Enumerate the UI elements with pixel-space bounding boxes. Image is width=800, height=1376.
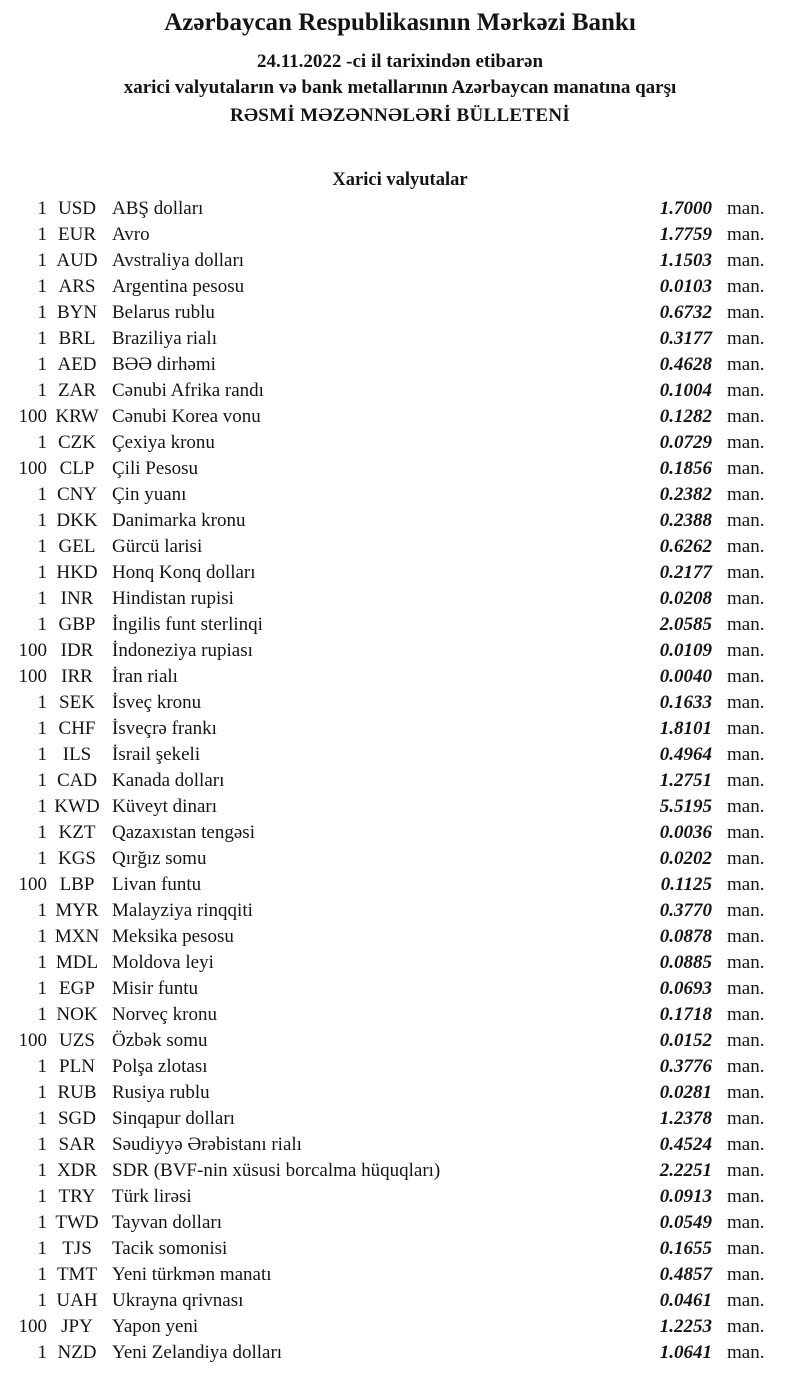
rate-quantity: 1 [37,848,47,869]
rate-unit: man. [727,562,765,583]
currency-name: ABŞ dolları [112,198,204,219]
rate-unit: man. [727,484,765,505]
effective-date-line: 24.11.2022 -ci il tarixindən etibarən [256,51,544,72]
rate-quantity: 1 [37,588,47,609]
rate-value: 0.4524 [659,1134,712,1155]
rate-value: 0.0040 [659,666,712,687]
rate-quantity: 1 [37,1186,47,1207]
currency-name: Belarus rublu [112,302,215,323]
rate-value: 0.3770 [659,900,712,921]
currency-name: Tacik somonisi [112,1238,228,1259]
rate-value: 2.2251 [659,1160,712,1181]
rate-unit: man. [727,640,765,661]
rate-unit: man. [727,900,765,921]
currency-code: HKD [56,562,98,583]
rate-value: 0.1856 [659,458,712,479]
rate-row [0,456,800,482]
rate-quantity: 100 [18,666,47,687]
currency-name: İran rialı [112,666,178,687]
rate-quantity: 1 [37,1160,47,1181]
rate-quantity: 1 [37,900,47,921]
currency-name: Ukrayna qrivnası [112,1290,244,1311]
currency-code: TJS [62,1238,92,1259]
rate-row [0,404,800,430]
rate-unit: man. [727,380,765,401]
rate-quantity: 1 [37,250,47,271]
currency-code: ILS [62,744,92,765]
rate-value: 0.2382 [659,484,712,505]
currency-name: Avstraliya dolları [112,250,245,271]
rate-unit: man. [727,718,765,739]
currency-code: TRY [58,1186,96,1207]
rate-value: 1.7759 [659,224,712,245]
rate-unit: man. [727,978,765,999]
currency-code: INR [60,588,94,609]
currency-name: Küveyt dinarı [112,796,218,817]
rate-row [0,976,800,1002]
rate-row [0,248,800,274]
currency-code: CHF [58,718,96,739]
rate-row [0,1236,800,1262]
currency-code: EUR [58,224,96,245]
rate-quantity: 100 [18,640,47,661]
section-title-foreign-currencies: Xarici valyutalar [332,170,468,190]
rate-value: 0.0109 [659,640,712,661]
rate-value: 0.0152 [659,1030,712,1051]
rate-unit: man. [727,458,765,479]
rate-quantity: 1 [37,614,47,635]
currency-code: AUD [56,250,98,271]
currency-code: NOK [56,1004,98,1025]
rate-row [0,846,800,872]
currency-name: Səudiyyə Ərəbistanı rialı [112,1134,302,1155]
rate-unit: man. [727,1316,765,1337]
rate-quantity: 1 [37,328,47,349]
rate-row [0,898,800,924]
rate-unit: man. [727,822,765,843]
rate-row [0,950,800,976]
currency-code: GBP [58,614,96,635]
rate-row [0,924,800,950]
rate-row [0,794,800,820]
rate-value: 0.4857 [659,1264,712,1285]
rate-quantity: 1 [37,198,47,219]
rate-value: 0.0878 [659,926,712,947]
currency-code: IRR [61,666,93,687]
rate-value: 0.4964 [659,744,712,765]
rate-value: 0.1004 [659,380,712,401]
currency-name: Özbək somu [112,1030,208,1051]
rate-quantity: 100 [18,874,47,895]
rate-unit: man. [727,1108,765,1129]
rate-value: 0.2388 [659,510,712,531]
currency-name: İngilis funt sterlinqi [112,614,263,635]
currency-code: UZS [59,1030,95,1051]
currency-code: RUB [57,1082,97,1103]
rate-unit: man. [727,1264,765,1285]
rate-row [0,1080,800,1106]
currency-name: Malayziya rinqqiti [112,900,253,921]
rate-unit: man. [727,1056,765,1077]
rate-quantity: 1 [37,1238,47,1259]
rate-row [0,1184,800,1210]
currency-code: KWD [54,796,100,817]
rate-row [0,300,800,326]
rate-quantity: 1 [37,1264,47,1285]
currency-name: İsrail şekeli [112,744,201,765]
currency-code: CAD [56,770,98,791]
bank-name-title: Azərbaycan Respublikasının Mərkəzi Bankı [164,9,636,36]
rate-row [0,716,800,742]
rate-quantity: 100 [18,406,47,427]
rate-unit: man. [727,1238,765,1259]
currency-code: AED [57,354,97,375]
rate-unit: man. [727,848,765,869]
rate-unit: man. [727,796,765,817]
rate-row [0,664,800,690]
rate-unit: man. [727,354,765,375]
rate-row [0,768,800,794]
rate-row [0,1106,800,1132]
bulletin-header [0,0,800,130]
rate-value: 0.0103 [659,276,712,297]
currency-code: SAR [58,1134,96,1155]
currency-name: Qırğız somu [112,848,207,869]
rate-unit: man. [727,276,765,297]
rate-row [0,1288,800,1314]
rate-value: 0.0913 [659,1186,712,1207]
currency-code: BYN [56,302,98,323]
currency-name: İsveçrə frankı [112,718,217,739]
rate-row [0,586,800,612]
rate-row [0,638,800,664]
rate-row [0,560,800,586]
currency-name: Sinqapur dolları [112,1108,235,1129]
currency-name: Norveç kronu [112,1004,217,1025]
rate-row [0,378,800,404]
rate-value: 0.6732 [659,302,712,323]
rate-quantity: 1 [37,770,47,791]
currency-code: IDR [60,640,94,661]
rate-unit: man. [727,1004,765,1025]
rate-quantity: 1 [37,380,47,401]
rate-value: 1.1503 [659,250,712,271]
rate-unit: man. [727,692,765,713]
rate-row [0,352,800,378]
rate-unit: man. [727,302,765,323]
currency-code: EGP [59,978,95,999]
currency-code: CNY [56,484,98,505]
rate-value: 0.0202 [659,848,712,869]
currency-code: JPY [61,1316,93,1337]
rate-quantity: 1 [37,536,47,557]
rate-quantity: 1 [37,562,47,583]
rate-row [0,1158,800,1184]
rate-value: 2.0585 [659,614,712,635]
rate-unit: man. [727,1290,765,1311]
currency-name: İndoneziya rupiası [112,640,253,661]
currency-name: Polşa zlotası [112,1056,208,1077]
rate-quantity: 1 [37,744,47,765]
rates-table [0,196,800,1366]
currency-name: Yapon yeni [112,1316,199,1337]
rate-quantity: 1 [37,1134,47,1155]
rate-row [0,1262,800,1288]
rate-quantity: 1 [37,1342,47,1363]
rate-value: 0.2177 [659,562,712,583]
rate-value: 0.0693 [659,978,712,999]
currency-code: UAH [56,1290,98,1311]
rate-value: 0.1125 [660,874,712,895]
rate-unit: man. [727,328,765,349]
rate-row [0,690,800,716]
rate-quantity: 1 [37,978,47,999]
currency-code: BRL [58,328,96,349]
currency-name: Rusiya rublu [112,1082,210,1103]
rate-value: 0.1655 [659,1238,712,1259]
rate-value: 0.0885 [659,952,712,973]
rate-quantity: 1 [37,1082,47,1103]
rate-quantity: 1 [37,952,47,973]
currency-code: TMT [56,1264,98,1285]
rate-row [0,1054,800,1080]
rate-row [0,534,800,560]
currency-code: USD [57,198,96,219]
rate-unit: man. [727,874,765,895]
currency-code: SGD [57,1108,96,1129]
rate-row [0,820,800,846]
rate-quantity: 100 [18,458,47,479]
currency-code: NZD [57,1342,97,1363]
currency-name: Kanada dolları [112,770,225,791]
rate-quantity: 1 [37,224,47,245]
currency-name: Yeni türkmən manatı [112,1264,272,1285]
rate-value: 5.5195 [659,796,712,817]
rate-unit: man. [727,1030,765,1051]
rate-quantity: 100 [18,1030,47,1051]
rate-value: 1.7000 [659,198,712,219]
rate-value: 0.0036 [659,822,712,843]
currency-name: BƏƏ dirhəmi [112,354,216,375]
currency-name: Argentina pesosu [112,276,245,297]
rate-value: 0.4628 [659,354,712,375]
rate-row [0,612,800,638]
rate-quantity: 1 [37,822,47,843]
rate-value: 0.0281 [659,1082,712,1103]
currency-code: LBP [59,874,95,895]
currency-name: Honq Konq dolları [112,562,256,583]
currency-code: GEL [58,536,96,557]
rate-unit: man. [727,1186,765,1207]
currency-name: Misir funtu [112,978,199,999]
rate-unit: man. [727,666,765,687]
rate-row [0,1210,800,1236]
rate-unit: man. [727,406,765,427]
rate-quantity: 1 [37,692,47,713]
currency-name: Moldova leyi [112,952,214,973]
currency-code: PLN [59,1056,95,1077]
currency-name: Hindistan rupisi [112,588,234,609]
currency-code: DKK [56,510,98,531]
rate-unit: man. [727,952,765,973]
rate-unit: man. [727,1160,765,1181]
rate-row [0,326,800,352]
currency-name: Çili Pesosu [112,458,199,479]
rate-quantity: 1 [37,276,47,297]
rate-row [0,274,800,300]
currency-name: Cənubi Afrika randı [112,380,264,401]
rate-value: 1.2751 [659,770,712,791]
rate-row [0,482,800,508]
currency-name: Livan funtu [112,874,202,895]
rate-row [0,196,800,222]
rate-quantity: 1 [37,1212,47,1233]
rate-row [0,1002,800,1028]
currency-code: ZAR [58,380,96,401]
rate-value: 0.3177 [659,328,712,349]
rate-unit: man. [727,198,765,219]
rate-value: 0.3776 [659,1056,712,1077]
rate-value: 0.0208 [659,588,712,609]
rate-unit: man. [727,1134,765,1155]
currency-code: CZK [58,432,96,453]
currency-code: KZT [58,822,96,843]
rate-unit: man. [727,770,765,791]
bulletin-title-line: RƏSMİ MƏZƏNNƏLƏRİ BÜLLETENİ [229,105,571,126]
currency-name: Yeni Zelandiya dolları [112,1342,283,1363]
currency-name: Çexiya kronu [112,432,215,453]
rate-quantity: 1 [37,718,47,739]
rate-row [0,742,800,768]
currency-code: CLP [59,458,95,479]
currency-code: MDL [55,952,99,973]
rate-value: 0.0549 [659,1212,712,1233]
currency-name: İsveç kronu [112,692,202,713]
currency-name: Qazaxıstan tengəsi [112,822,255,843]
rate-value: 0.0461 [659,1290,712,1311]
rate-quantity: 1 [37,302,47,323]
currency-code: KRW [55,406,99,427]
rate-row [0,1340,800,1366]
currency-name: Avro [112,224,150,245]
currency-code: MYR [55,900,99,921]
rate-unit: man. [727,614,765,635]
rate-row [0,1132,800,1158]
rate-value: 0.1633 [659,692,712,713]
currency-code: MXN [54,926,100,947]
rate-row [0,222,800,248]
rate-unit: man. [727,432,765,453]
rate-value: 1.8101 [659,718,712,739]
rate-value: 0.1282 [659,406,712,427]
currency-name: SDR (BVF-nin xüsusi borcalma hüquqları) [112,1160,441,1181]
rate-unit: man. [727,536,765,557]
rate-value: 0.0729 [659,432,712,453]
rate-row [0,508,800,534]
currency-code: ARS [58,276,96,297]
currency-name: Danimarka kronu [112,510,246,531]
currency-code: TWD [55,1212,99,1233]
rate-unit: man. [727,588,765,609]
rate-unit: man. [727,250,765,271]
currency-code: XDR [56,1160,98,1181]
currency-name: Gürcü larisi [112,536,203,557]
rate-value: 1.2378 [659,1108,712,1129]
rate-row [0,1314,800,1340]
rate-quantity: 1 [37,484,47,505]
rate-value: 1.2253 [659,1316,712,1337]
currency-code: SEK [59,692,95,713]
rate-quantity: 1 [37,1108,47,1129]
currency-name: Braziliya rialı [112,328,217,349]
rate-unit: man. [727,1212,765,1233]
rate-quantity: 1 [37,432,47,453]
rate-row [0,430,800,456]
rate-quantity: 100 [18,1316,47,1337]
rate-quantity: 1 [37,1290,47,1311]
rate-value: 1.0641 [659,1342,712,1363]
currency-code: KGS [57,848,96,869]
subject-line: xarici valyutaların və bank metallarının Azərbaycan manatına qarşı [123,77,677,98]
currency-name: Çin yuanı [112,484,187,505]
currency-name: Meksika pesosu [112,926,234,947]
rate-row [0,872,800,898]
rate-unit: man. [727,510,765,531]
rate-quantity: 1 [37,796,47,817]
rate-unit: man. [727,926,765,947]
rate-unit: man. [727,1082,765,1103]
rate-value: 0.6262 [659,536,712,557]
rate-unit: man. [727,744,765,765]
rate-unit: man. [727,224,765,245]
rate-quantity: 1 [37,926,47,947]
rate-value: 0.1718 [659,1004,712,1025]
rate-quantity: 1 [37,510,47,531]
currency-name: Türk lirəsi [112,1186,192,1207]
rate-quantity: 1 [37,354,47,375]
rate-unit: man. [727,1342,765,1363]
rate-row [0,1028,800,1054]
rate-quantity: 1 [37,1056,47,1077]
rate-quantity: 1 [37,1004,47,1025]
currency-name: Tayvan dolları [112,1212,222,1233]
currency-name: Cənubi Korea vonu [112,406,261,427]
